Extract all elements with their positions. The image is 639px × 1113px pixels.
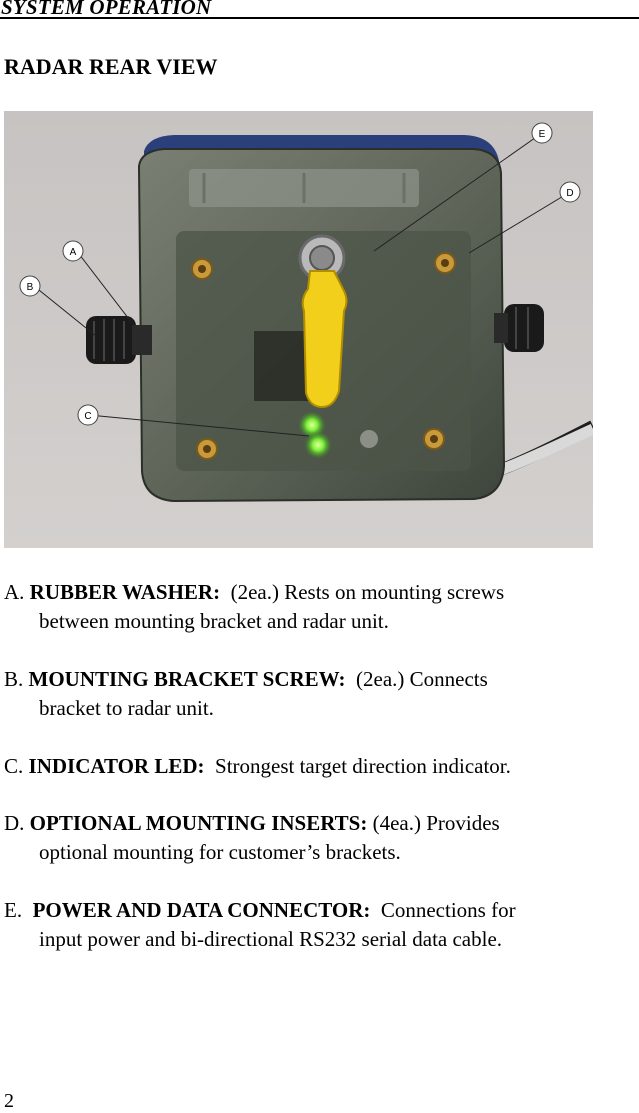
item-indicator-led	[4, 752, 634, 781]
svg-text:A: A	[69, 247, 77, 258]
svg-text:E: E	[538, 129, 546, 140]
item-description: (2ea.) Connects	[356, 667, 488, 691]
item-rubber-washer	[4, 578, 634, 636]
svg-text:B: B	[26, 282, 34, 293]
page-number: 2	[4, 1090, 14, 1112]
item-description-cont: input power and bi-directional RS232 serial data cable.	[39, 927, 503, 951]
item-name: POWER AND DATA CONNECTOR:	[32, 898, 371, 922]
item-power-and-data-connector	[4, 896, 634, 954]
section-header	[0, 0, 639, 19]
callout-c	[78, 405, 98, 425]
item-mounting-bracket-screw	[4, 665, 634, 723]
item-description: Connections for	[380, 898, 516, 922]
item-optional-mounting-inserts	[4, 809, 634, 867]
item-description: (4ea.) Provides	[372, 811, 500, 835]
item-letter: B.	[4, 667, 24, 691]
callout-b	[20, 276, 40, 296]
item-description-cont: bracket to radar unit.	[39, 696, 214, 720]
item-description: (2ea.) Rests on mounting screws	[230, 580, 505, 604]
item-name: INDICATOR LED:	[28, 754, 205, 778]
callout-e	[532, 123, 552, 143]
page-title: RADAR REAR VIEW	[4, 54, 218, 79]
item-letter: D.	[4, 811, 25, 835]
callout-d	[560, 182, 580, 202]
callout-a	[63, 241, 83, 261]
item-letter: C.	[4, 754, 24, 778]
item-description-cont: between mounting bracket and radar unit.	[39, 609, 389, 633]
svg-text:C: C	[84, 411, 92, 422]
item-letter: A.	[4, 580, 25, 604]
item-description-cont: optional mounting for customer’s brackets.	[39, 840, 401, 864]
item-name: RUBBER WASHER:	[29, 580, 221, 604]
section-header-title: SYSTEM OPERATION	[1, 0, 212, 19]
radar-rear-view-photo	[4, 111, 593, 548]
item-name: OPTIONAL MOUNTING INSERTS:	[29, 811, 368, 835]
svg-text:D: D	[566, 188, 574, 199]
item-letter: E.	[4, 898, 23, 922]
item-name: MOUNTING BRACKET SCREW:	[28, 667, 346, 691]
item-description: Strongest target direction indicator.	[215, 754, 511, 778]
